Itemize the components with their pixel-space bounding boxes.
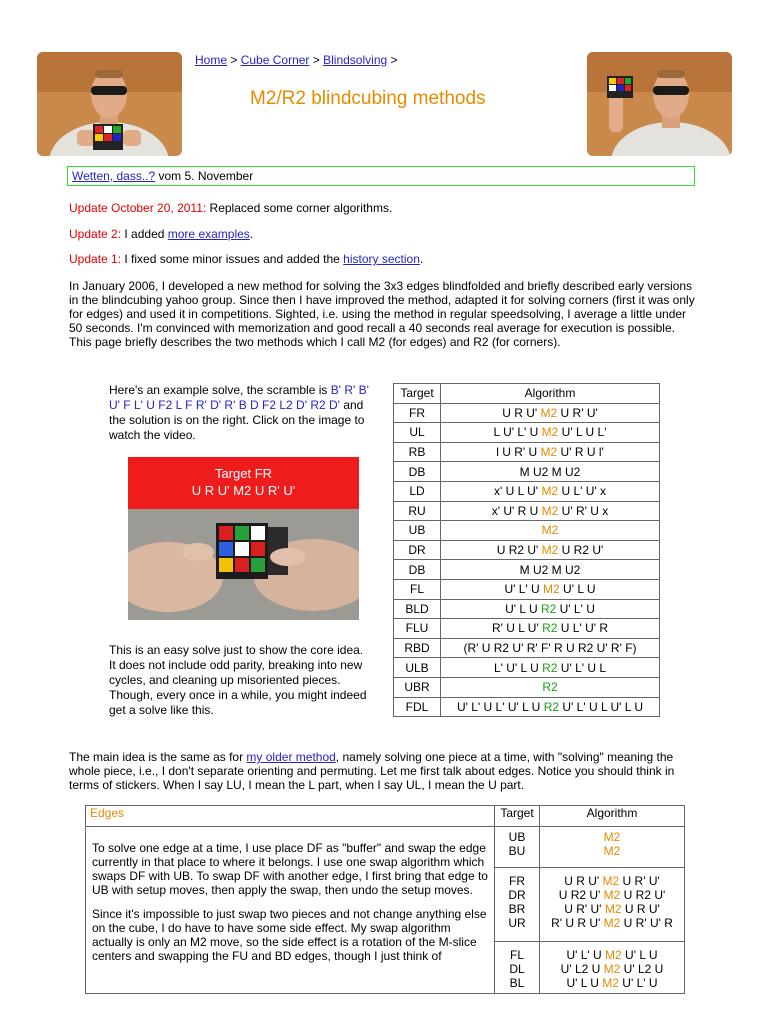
alg-moves: U R' U' R	[620, 916, 673, 930]
m2-move: M2	[541, 425, 559, 440]
algorithm-cell	[441, 697, 660, 717]
alg-moves: U R2 U'	[558, 888, 604, 902]
alg-moves: R' U R U'	[551, 916, 604, 930]
alg-moves: U R' U'	[557, 405, 598, 420]
solve-table-row	[394, 521, 660, 541]
edge-target: DL	[509, 962, 525, 976]
target-cell: FR	[394, 403, 441, 423]
alg-moves: M U2 M U2	[519, 464, 581, 479]
edge-algorithm	[542, 874, 682, 888]
r2-move: R2	[542, 680, 558, 695]
edges-targets-cell	[495, 942, 540, 994]
m2-move: M2	[541, 503, 559, 518]
alg-moves: U L' U' R	[557, 621, 609, 636]
solve-table-row	[394, 462, 660, 482]
alg-moves: U R' U'	[564, 902, 605, 916]
video-target-label: Target FR	[214, 466, 273, 481]
m2-move: M2	[541, 484, 559, 499]
edge-target: UB	[508, 830, 526, 844]
edges-paragraph-2: Since it's impossible to just swap two pieces and not change anything else on the cube, I do have to have some side effect. My swap algorithm actually is only an M2 move, so the side effect is a rotation of the M-slice centers and swapping the FU and BD edges, though I just think of	[92, 907, 487, 963]
target-cell: LD	[394, 481, 441, 501]
breadcrumb-cube-corner-link[interactable]: Cube Corner	[240, 53, 310, 67]
algorithm-cell	[441, 677, 660, 697]
alg-moves: U R2 U'	[496, 543, 542, 558]
m2-move: M2	[605, 948, 622, 962]
edge-target: FL	[509, 948, 524, 962]
solve-table-row	[394, 481, 660, 501]
target-cell: RB	[394, 442, 441, 462]
target-cell: UL	[394, 423, 441, 443]
solve-table-row	[394, 423, 660, 443]
intro-paragraph: In January 2006, I developed a new method for solving the 3x3 edges blindfolded and briefly described early versions in the blindcubing yahoo group. Since then I have improved the method, adapted it for solving corners (first it was only for edges) and used it in competitions. Sighted, i.e. using the method in regular speedsolving, I average a little under 50 seconds. I'm convinced with memorization and good recall a 40 seconds real average for execution is possible. This page briefly describes the two methods which I call M2 (for edges) and R2 (for corners).	[69, 279, 695, 349]
alg-moves: U' L' U	[504, 582, 544, 597]
edge-algorithm	[542, 902, 682, 916]
target-cell: UBR	[394, 677, 441, 697]
edge-target: UR	[508, 916, 526, 930]
edge-algorithm	[542, 916, 682, 930]
update-october-text: Replaced some corner algorithms.	[206, 201, 393, 215]
r2-move: R2	[540, 601, 557, 616]
alg-moves: U' L' U L	[557, 660, 607, 675]
alg-moves: (R' U R2 U' R' F' R U R2 U' R' F)	[463, 641, 637, 656]
main-idea-text-1: The main idea is the same as for	[69, 750, 247, 764]
example-video-thumbnail[interactable]	[128, 457, 359, 620]
breadcrumb-separator: >	[390, 53, 398, 67]
page-title: M2/R2 blindcubing methods	[250, 88, 486, 109]
alg-moves: U L' U' x	[558, 484, 607, 499]
history-section-link[interactable]: history section	[343, 252, 420, 266]
m2-move: M2	[540, 405, 558, 420]
more-examples-link[interactable]: more examples	[167, 227, 250, 241]
edges-description	[86, 827, 495, 994]
update-2-label: Update 2:	[69, 227, 122, 241]
solve-table-row	[394, 540, 660, 560]
alg-moves: L' U' L U	[493, 660, 543, 675]
breadcrumb-blindsolving-link[interactable]: Blindsolving	[323, 53, 388, 67]
edges-header-algorithm: Algorithm	[540, 806, 685, 827]
main-idea-paragraph	[69, 750, 699, 792]
alg-moves: U' L U	[621, 948, 658, 962]
edge-algorithm	[542, 948, 682, 962]
solve-table-row	[394, 579, 660, 599]
alg-moves: U' L2 U	[560, 962, 604, 976]
m2-move: M2	[602, 976, 619, 990]
edge-algorithm	[542, 888, 682, 902]
target-cell: FDL	[394, 697, 441, 717]
solve-table-row	[394, 442, 660, 462]
solve-table-body	[394, 403, 660, 717]
edges-table	[85, 805, 685, 994]
example-text-1: Here's an example solve, the scramble is	[109, 383, 331, 397]
target-cell: RU	[394, 501, 441, 521]
alg-moves: l U R' U	[496, 445, 541, 460]
algorithm-cell	[441, 579, 660, 599]
notice-text: vom 5. November	[155, 169, 254, 183]
edges-heading: Edges	[86, 806, 495, 827]
update-2-end: .	[249, 227, 254, 241]
alg-moves: U' L' U	[618, 976, 658, 990]
scramble: B' R' B' U' F L' U F2 L F R' D' R' B D F2 L2 D' R2 D'	[109, 383, 369, 412]
target-cell: FLU	[394, 619, 441, 639]
alg-moves: L U' L' U	[493, 425, 542, 440]
edges-group-row	[86, 827, 685, 868]
m2-move: M2	[603, 830, 621, 844]
edges-targets-cell	[495, 868, 540, 942]
target-cell: BLD	[394, 599, 441, 619]
r2-move: R2	[542, 621, 558, 636]
alg-moves: U R U'	[564, 874, 603, 888]
example-explanation: This is an easy solve just to show the core idea. It does not include odd parity, breaking into new cycles, and cleaning up misoriented pieces. Though, every once in a while, you might indeed get a solve like this.	[109, 643, 367, 717]
alg-moves: U' L' U	[566, 948, 606, 962]
edge-target: DR	[508, 888, 526, 902]
solve-table-header-target: Target	[394, 384, 441, 404]
alg-moves: U R2 U'	[620, 888, 666, 902]
update-2	[69, 227, 699, 241]
algorithm-cell	[441, 619, 660, 639]
target-cell: ULB	[394, 658, 441, 678]
update-october	[69, 201, 699, 215]
solve-table-row	[394, 403, 660, 423]
header-photo-left	[37, 52, 182, 156]
target-cell: UB	[394, 521, 441, 541]
video-algorithm-label: U R U' M2 U R' U'	[191, 483, 296, 498]
edges-algorithms-cell	[540, 868, 685, 942]
update-1-text: I fixed some minor issues and added the	[121, 252, 344, 266]
solve-table-row	[394, 599, 660, 619]
alg-moves: U' L U	[505, 601, 541, 616]
video-banner	[128, 457, 359, 509]
algorithm-cell	[441, 423, 660, 443]
edge-target: BL	[509, 976, 525, 990]
m2-move: M2	[604, 902, 622, 916]
alg-moves: U' L' U L U' L U	[559, 699, 644, 714]
alg-moves: x' U L U'	[493, 484, 542, 499]
alg-moves: U' L U	[559, 582, 596, 597]
edge-algorithm	[542, 976, 682, 990]
main-idea-text-2: , namely solving one piece at a time, with "solving" meaning the whole piece, i.e., I don't separate orienting and permuting. Let me first talk about edges. Notice you should think in terms of stickers. When I say LU, I mean the L part, when I say UL, I mean the U part.	[69, 750, 675, 792]
target-cell: FL	[394, 579, 441, 599]
edge-algorithm	[542, 844, 682, 858]
solve-table-row	[394, 501, 660, 521]
solve-table-row	[394, 638, 660, 658]
alg-moves: U' R U l'	[557, 445, 604, 460]
algorithm-cell	[441, 658, 660, 678]
m2-move: M2	[603, 916, 621, 930]
update-october-label: Update October 20, 2011:	[69, 201, 207, 215]
alg-moves: U' R' U x	[558, 503, 609, 518]
target-cell: DB	[394, 560, 441, 580]
solve-table-header-algorithm: Algorithm	[441, 384, 660, 404]
m2-move: M2	[603, 962, 621, 976]
alg-moves: U' L' U L' U' L U	[456, 699, 544, 714]
solve-table-row	[394, 677, 660, 697]
edge-algorithm	[542, 830, 682, 844]
edges-header-target: Target	[495, 806, 540, 827]
algorithm-cell	[441, 501, 660, 521]
alg-moves: x' U' R U	[491, 503, 542, 518]
m2-move: M2	[541, 523, 559, 538]
r2-move: R2	[542, 660, 558, 675]
algorithm-cell	[441, 462, 660, 482]
target-cell: RBD	[394, 638, 441, 658]
solve-table-row	[394, 697, 660, 717]
edges-algorithms-cell	[540, 827, 685, 868]
edges-table-header	[86, 806, 685, 827]
breadcrumb-separator: >	[230, 53, 238, 67]
edges-table-body	[86, 827, 685, 994]
update-1-label: Update 1:	[69, 252, 122, 266]
alg-moves: U' L2 U	[620, 962, 664, 976]
algorithm-cell	[441, 540, 660, 560]
alg-moves: U' L U L'	[558, 425, 607, 440]
alg-moves: R' U L U'	[491, 621, 543, 636]
notice-box	[67, 166, 695, 186]
example-text-2: and the solution is on the right. Click on the image to watch the video.	[109, 398, 365, 442]
alg-moves: U R2 U'	[558, 543, 604, 558]
target-cell: DB	[394, 462, 441, 482]
solve-table-row	[394, 658, 660, 678]
algorithm-cell	[441, 521, 660, 541]
m2-move: M2	[603, 888, 621, 902]
algorithm-cell	[441, 481, 660, 501]
solve-table	[393, 383, 660, 717]
algorithm-cell	[441, 560, 660, 580]
breadcrumb-separator: >	[312, 53, 320, 67]
m2-move: M2	[603, 844, 621, 858]
edges-paragraph-1: To solve one edge at a time, I use place DF as "buffer" and swap the edge currently in that place to where it belongs. I use one swap algorithm which swaps DF with UB. To swap DF with another edge, I first bring that edge to UB with setup moves, then apply the swap, then undo the setup moves.	[92, 841, 488, 897]
update-1-end: .	[419, 252, 424, 266]
example-intro	[109, 383, 371, 443]
wetten-dass-link[interactable]: Wetten, dass..?	[72, 169, 156, 183]
alg-moves: U R U'	[502, 405, 541, 420]
m2-move: M2	[541, 543, 559, 558]
update-2-text: I added	[121, 227, 168, 241]
alg-moves: U' L' U	[556, 601, 595, 616]
alg-moves: M U2 M U2	[519, 562, 581, 577]
solve-table-row	[394, 619, 660, 639]
alg-moves: U R' U'	[619, 874, 660, 888]
target-cell: DR	[394, 540, 441, 560]
solve-table-row	[394, 560, 660, 580]
breadcrumb	[195, 53, 398, 67]
alg-moves: U R U'	[621, 902, 660, 916]
older-method-link[interactable]: my older method	[246, 750, 336, 764]
edges-targets-cell	[495, 827, 540, 868]
edge-target: BU	[508, 844, 526, 858]
m2-move: M2	[602, 874, 620, 888]
algorithm-cell	[441, 403, 660, 423]
header-photo-right	[587, 52, 732, 156]
edge-target: FR	[509, 874, 525, 888]
edge-target: BR	[508, 902, 526, 916]
breadcrumb-home-link[interactable]: Home	[195, 53, 228, 67]
solve-table-header	[394, 384, 660, 404]
algorithm-cell	[441, 638, 660, 658]
edge-algorithm	[542, 962, 682, 976]
algorithm-cell	[441, 599, 660, 619]
r2-move: R2	[543, 699, 560, 714]
alg-moves: U' L U	[566, 976, 603, 990]
edges-algorithms-cell	[540, 942, 685, 994]
update-1	[69, 252, 699, 266]
m2-move: M2	[543, 582, 560, 597]
algorithm-cell	[441, 442, 660, 462]
m2-move: M2	[540, 445, 558, 460]
